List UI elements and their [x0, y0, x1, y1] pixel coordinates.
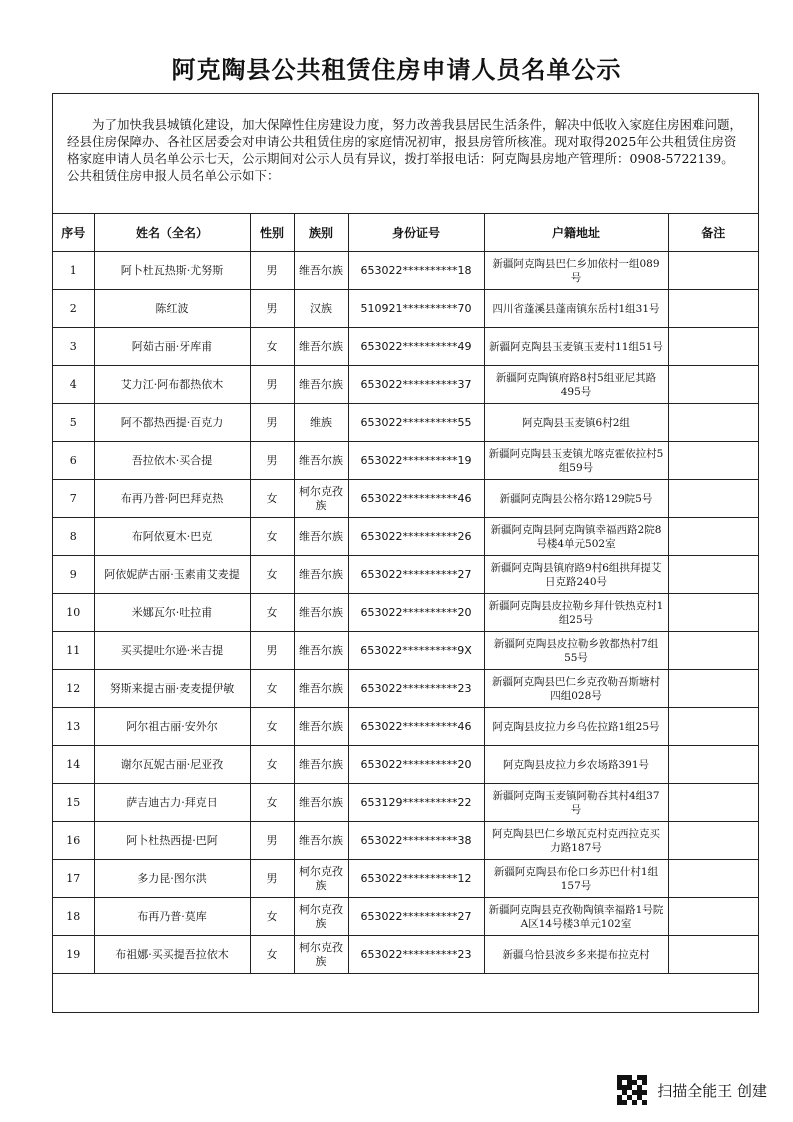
cell-address: 新疆阿克陶县公格尔路129院5号	[484, 480, 668, 518]
cell-note	[668, 860, 758, 898]
table-row	[53, 366, 758, 404]
cell-ethnic: 维族	[294, 404, 348, 442]
cell-no: 2	[53, 290, 94, 328]
cell-no: 5	[53, 404, 94, 442]
cell-ethnic: 维吾尔族	[294, 594, 348, 632]
cell-no: 18	[53, 898, 94, 936]
table-row	[53, 632, 758, 670]
cell-ethnic: 维吾尔族	[294, 746, 348, 784]
cell-ethnic: 维吾尔族	[294, 708, 348, 746]
cell-no: 17	[53, 860, 94, 898]
cell-ethnic: 柯尔克孜族	[294, 860, 348, 898]
header-id: 身份证号	[348, 214, 484, 252]
table-row	[53, 860, 758, 898]
cell-id: 510921**********70	[348, 290, 484, 328]
table-row	[53, 404, 758, 442]
cell-address: 四川省蓬溪县蓬南镇东岳村1组31号	[484, 290, 668, 328]
cell-gender: 男	[250, 442, 294, 480]
cell-address: 新疆阿克陶镇府路8村5组亚尼其路495号	[484, 366, 668, 404]
table-row	[53, 442, 758, 480]
cell-no: 4	[53, 366, 94, 404]
cell-ethnic: 维吾尔族	[294, 784, 348, 822]
cell-gender: 男	[250, 366, 294, 404]
cell-id: 653129**********22	[348, 784, 484, 822]
table-row	[53, 708, 758, 746]
cell-no: 10	[53, 594, 94, 632]
cell-note	[668, 480, 758, 518]
cell-id: 653022**********49	[348, 328, 484, 366]
cell-gender: 女	[250, 670, 294, 708]
cell-id: 653022**********46	[348, 480, 484, 518]
table-row	[53, 594, 758, 632]
cell-note	[668, 708, 758, 746]
table-row	[53, 670, 758, 708]
cell-address: 阿克陶县玉麦镇6村2组	[484, 404, 668, 442]
cell-no: 8	[53, 518, 94, 556]
cell-address: 新疆阿克陶县镇府路9村6组拱拜提艾日克路240号	[484, 556, 668, 594]
cell-note	[668, 632, 758, 670]
cell-id: 653022**********23	[348, 936, 484, 974]
header-address: 户籍地址	[484, 214, 668, 252]
cell-ethnic: 汉族	[294, 290, 348, 328]
cell-note	[668, 328, 758, 366]
cell-no: 9	[53, 556, 94, 594]
cell-address: 新疆阿克陶县巴仁乡加依村一组089号	[484, 252, 668, 290]
cell-name: 阿卜杜热西提·巴阿	[94, 822, 250, 860]
cell-ethnic: 维吾尔族	[294, 252, 348, 290]
cell-id: 653022**********27	[348, 556, 484, 594]
cell-no: 12	[53, 670, 94, 708]
table-row	[53, 822, 758, 860]
cell-gender: 男	[250, 404, 294, 442]
header-ethnic: 族别	[294, 214, 348, 252]
cell-gender: 女	[250, 594, 294, 632]
table-row	[53, 290, 758, 328]
table-row	[53, 784, 758, 822]
cell-ethnic: 维吾尔族	[294, 366, 348, 404]
cell-gender: 女	[250, 746, 294, 784]
cell-no: 15	[53, 784, 94, 822]
cell-no: 13	[53, 708, 94, 746]
cell-ethnic: 维吾尔族	[294, 442, 348, 480]
cell-gender: 男	[250, 822, 294, 860]
cell-name: 阿不都热西提·百克力	[94, 404, 250, 442]
notice-paragraph: 为了加快我县城镇化建设，加大保障性住房建设力度，努力改善我县居民生活条件，解决中低收入家庭住房困难问题，经县住房保障办、各社区居委会对申请公共租赁住房的家庭情况初审，报县房管所核准。现对取得2025年公共租赁住房资格家庭申请人员名单公示七天，公示期间对公示人员有异议，拨打举报电话：阿克陶县房地产管理所：0908-5722139。公共租赁住房申报人员名单公示如下：	[53, 94, 758, 214]
cell-name: 谢尔瓦妮古丽·尼亚孜	[94, 746, 250, 784]
cell-note	[668, 936, 758, 974]
scanner-brand: 扫描全能王 创建	[657, 1081, 767, 1100]
cell-name: 陈红波	[94, 290, 250, 328]
cell-no: 7	[53, 480, 94, 518]
qr-code-icon	[617, 1075, 647, 1105]
cell-ethnic: 维吾尔族	[294, 632, 348, 670]
cell-note	[668, 556, 758, 594]
cell-name: 阿依妮萨古丽·玉素甫艾麦提	[94, 556, 250, 594]
cell-note	[668, 366, 758, 404]
cell-no: 19	[53, 936, 94, 974]
table-row	[53, 518, 758, 556]
header-no: 序号	[53, 214, 94, 252]
cell-ethnic: 维吾尔族	[294, 556, 348, 594]
cell-address: 新疆阿克陶县玉麦镇玉麦村11组51号	[484, 328, 668, 366]
cell-address: 阿克陶县巴仁乡墩瓦克村克西拉克买力路187号	[484, 822, 668, 860]
cell-no: 11	[53, 632, 94, 670]
cell-address: 新疆阿克陶县克孜勒陶镇幸福路1号院A区14号楼3单元102室	[484, 898, 668, 936]
cell-name: 阿茹古丽·牙库甫	[94, 328, 250, 366]
cell-note	[668, 784, 758, 822]
cell-note	[668, 442, 758, 480]
cell-note	[668, 746, 758, 784]
cell-gender: 女	[250, 708, 294, 746]
cell-ethnic: 柯尔克孜族	[294, 480, 348, 518]
cell-gender: 女	[250, 936, 294, 974]
cell-name: 努斯来提古丽·麦麦提伊敏	[94, 670, 250, 708]
cell-name: 阿卜杜瓦热斯·尤努斯	[94, 252, 250, 290]
cell-id: 653022**********46	[348, 708, 484, 746]
cell-no: 14	[53, 746, 94, 784]
cell-name: 布祖娜·买买提吾拉依木	[94, 936, 250, 974]
cell-gender: 女	[250, 328, 294, 366]
cell-ethnic: 柯尔克孜族	[294, 936, 348, 974]
cell-address: 新疆阿克陶玉麦镇阿勒吞其村4组37号	[484, 784, 668, 822]
cell-note	[668, 670, 758, 708]
cell-gender: 男	[250, 632, 294, 670]
cell-name: 艾力江·阿布都热依木	[94, 366, 250, 404]
cell-gender: 男	[250, 252, 294, 290]
cell-gender: 男	[250, 290, 294, 328]
cell-no: 3	[53, 328, 94, 366]
notice-sheet	[52, 93, 759, 1013]
cell-no: 6	[53, 442, 94, 480]
cell-id: 653022**********12	[348, 860, 484, 898]
cell-id: 653022**********26	[348, 518, 484, 556]
cell-note	[668, 290, 758, 328]
cell-note	[668, 404, 758, 442]
cell-address: 新疆阿克陶县布伦口乡苏巴什村1组157号	[484, 860, 668, 898]
cell-gender: 女	[250, 480, 294, 518]
cell-id: 653022**********20	[348, 746, 484, 784]
cell-id: 653022**********38	[348, 822, 484, 860]
cell-id: 653022**********19	[348, 442, 484, 480]
applicant-table	[53, 214, 758, 974]
cell-name: 多力昆·图尔洪	[94, 860, 250, 898]
cell-ethnic: 维吾尔族	[294, 670, 348, 708]
cell-id: 653022**********23	[348, 670, 484, 708]
cell-name: 吾拉依木·买合提	[94, 442, 250, 480]
cell-no: 1	[53, 252, 94, 290]
cell-gender: 女	[250, 898, 294, 936]
cell-address: 新疆乌恰县波乡多来提布拉克村	[484, 936, 668, 974]
cell-id: 653022**********9X	[348, 632, 484, 670]
page-title: 阿克陶县公共租赁住房申请人员名单公示	[171, 56, 622, 84]
table-row	[53, 556, 758, 594]
cell-note	[668, 518, 758, 556]
table-header-row	[53, 214, 758, 252]
cell-note	[668, 822, 758, 860]
cell-address: 新疆阿克陶县玉麦镇尤喀克霍依拉村5组59号	[484, 442, 668, 480]
header-name: 姓名（全名）	[94, 214, 250, 252]
cell-id: 653022**********27	[348, 898, 484, 936]
cell-name: 布再乃普·阿巴拜克热	[94, 480, 250, 518]
table-row	[53, 328, 758, 366]
cell-note	[668, 252, 758, 290]
table-row	[53, 936, 758, 974]
cell-id: 653022**********37	[348, 366, 484, 404]
cell-address: 阿克陶县皮拉力乡乌佐拉路1组25号	[484, 708, 668, 746]
cell-no: 16	[53, 822, 94, 860]
cell-gender: 女	[250, 784, 294, 822]
cell-id: 653022**********18	[348, 252, 484, 290]
table-row	[53, 898, 758, 936]
cell-gender: 女	[250, 556, 294, 594]
cell-ethnic: 维吾尔族	[294, 328, 348, 366]
cell-gender: 男	[250, 860, 294, 898]
cell-address: 新疆阿克陶县巴仁乡克孜勒吾斯塘村四组028号	[484, 670, 668, 708]
cell-name: 萨吉迪古力·拜克日	[94, 784, 250, 822]
cell-name: 米娜瓦尔·吐拉甫	[94, 594, 250, 632]
cell-address: 新疆阿克陶县皮拉勒乡敦都热村7组55号	[484, 632, 668, 670]
cell-name: 布再乃普·莫库	[94, 898, 250, 936]
cell-address: 新疆阿克陶县皮拉勒乡拜什铁热克村1组25号	[484, 594, 668, 632]
table-row	[53, 746, 758, 784]
cell-ethnic: 维吾尔族	[294, 822, 348, 860]
cell-name: 阿尔祖古丽·安外尔	[94, 708, 250, 746]
cell-ethnic: 维吾尔族	[294, 518, 348, 556]
scanner-watermark	[617, 1075, 767, 1105]
cell-id: 653022**********20	[348, 594, 484, 632]
cell-name: 买买提吐尔逊·米吉提	[94, 632, 250, 670]
cell-address: 阿克陶县皮拉力乡农场路391号	[484, 746, 668, 784]
cell-gender: 女	[250, 518, 294, 556]
table-row	[53, 480, 758, 518]
cell-note	[668, 898, 758, 936]
cell-address: 新疆阿克陶县阿克陶镇幸福西路2院8号楼4单元502室	[484, 518, 668, 556]
table-row	[53, 252, 758, 290]
header-note: 备注	[668, 214, 758, 252]
cell-ethnic: 柯尔克孜族	[294, 898, 348, 936]
cell-id: 653022**********55	[348, 404, 484, 442]
cell-note	[668, 594, 758, 632]
header-gender: 性别	[250, 214, 294, 252]
cell-name: 布阿依夏木·巴克	[94, 518, 250, 556]
